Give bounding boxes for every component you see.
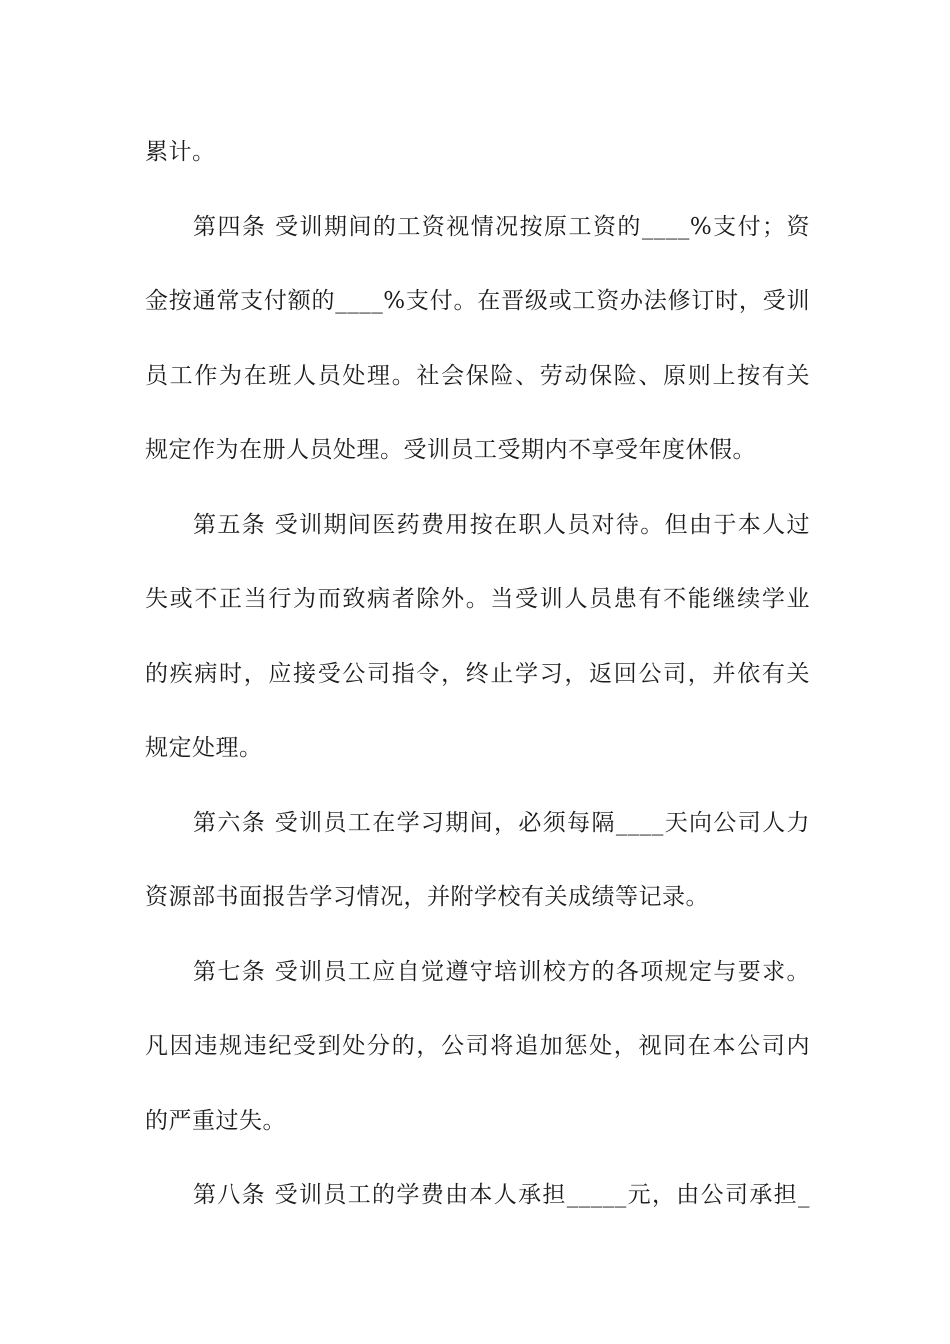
- text-line: 累计。: [145, 139, 216, 165]
- text-line: 员工作为在班人员处理。社会保险、劳动保险、原则上按有关: [145, 363, 810, 389]
- text-line: 金按通常支付额的____%支付。在晋级或工资办法修订时，受训: [145, 288, 810, 314]
- article-5-line: 第五条 受训期间医药费用按在职人员对待。但由于本人过: [193, 512, 810, 538]
- article-8-line: 第八条 受训员工的学费由本人承担_____元，由公司承担_: [193, 1182, 810, 1208]
- text-line: 凡因违规违纪受到处分的，公司将追加惩处，视同在本公司内: [145, 1033, 810, 1059]
- text-line: 的疾病时，应接受公司指令，终止学习，返回公司，并依有关: [145, 661, 810, 687]
- article-4-line: 第四条 受训期间的工资视情况按原工资的____%支付；资: [193, 214, 810, 240]
- text-line: 规定作为在册人员处理。受训员工受期内不享受年度休假。: [145, 437, 756, 463]
- text-line: 规定处理。: [145, 735, 263, 761]
- article-7-line: 第七条 受训员工应自觉遵守培训校方的各项规定与要求。: [193, 959, 810, 985]
- article-6-line: 第六条 受训员工在学习期间，必须每隔____天向公司人力: [193, 810, 810, 836]
- text-line: 失或不正当行为而致病者除外。当受训人员患有不能继续学业: [145, 586, 810, 612]
- text-line: 资源部书面报告学习情况，并附学校有关成绩等记录。: [145, 884, 709, 910]
- text-line: 的严重过失。: [145, 1108, 286, 1134]
